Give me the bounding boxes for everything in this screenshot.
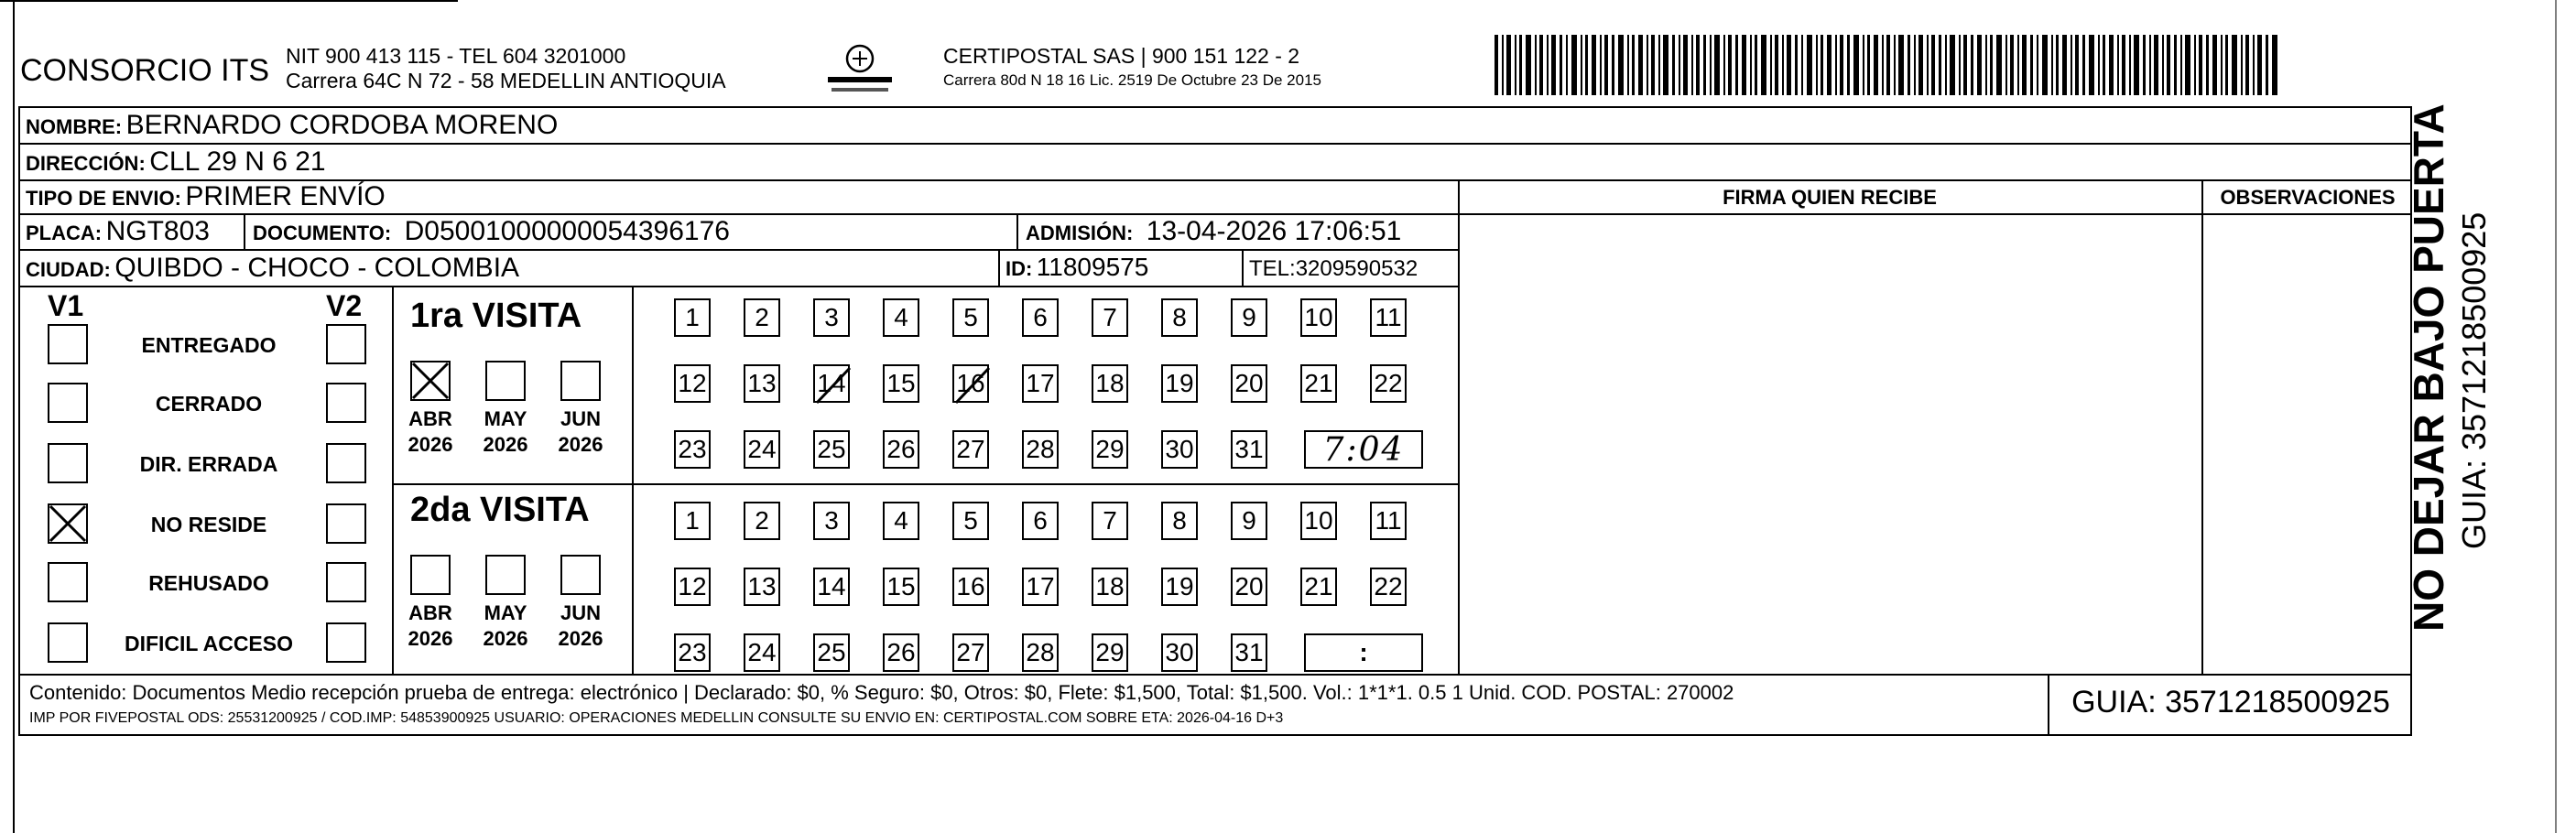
day-number: 26 <box>886 435 916 463</box>
day-number: 31 <box>1234 638 1264 666</box>
no-under-door-warning: NO DEJAR BAJO PUERTA <box>2405 103 2452 632</box>
month-year: 2026 <box>408 627 453 650</box>
day-number: 23 <box>678 435 707 463</box>
day-number: 7 <box>1103 303 1117 331</box>
day-number: 24 <box>747 638 777 666</box>
day-number: 21 <box>1304 369 1333 397</box>
carrier-license: Carrera 80d N 18 16 Lic. 2519 De Octubre 23 De 2015 <box>943 71 1321 89</box>
day-box[interactable] <box>1231 502 1267 540</box>
day-box[interactable] <box>1161 502 1198 540</box>
day-number: 4 <box>894 303 908 331</box>
time-value: 7:04 <box>1322 430 1405 469</box>
day-box[interactable] <box>1161 568 1198 606</box>
month-label <box>542 406 619 458</box>
document-field: DOCUMENTO: D05001000000054396176 <box>253 216 730 246</box>
day-box[interactable] <box>883 430 919 469</box>
month-label <box>392 406 469 458</box>
day-box[interactable] <box>952 568 989 606</box>
day-box[interactable] <box>813 633 850 672</box>
tel-field: TEL:3209590532 <box>1249 256 1418 281</box>
status-label: ENTREGADO <box>141 333 277 357</box>
day-number: 21 <box>1304 572 1333 600</box>
status-label: REHUSADO <box>148 571 269 595</box>
day-number: 10 <box>1304 303 1333 331</box>
day-box[interactable] <box>1161 298 1198 337</box>
day-box[interactable] <box>883 568 919 606</box>
day-number: 30 <box>1165 638 1194 666</box>
day-box[interactable] <box>952 633 989 672</box>
day-box[interactable] <box>813 298 850 337</box>
cross-mark-icon <box>954 366 987 401</box>
day-box[interactable] <box>1022 502 1059 540</box>
day-box[interactable] <box>674 568 711 606</box>
day-number: 14 <box>817 572 846 600</box>
day-box[interactable] <box>813 430 850 469</box>
month-year: 2026 <box>483 627 528 650</box>
day-box[interactable] <box>744 298 780 337</box>
day-box[interactable] <box>952 298 989 337</box>
day-number: 2 <box>755 303 769 331</box>
day-box[interactable] <box>1161 430 1198 469</box>
month-checkbox[interactable] <box>410 555 451 595</box>
v2-checkbox[interactable] <box>326 503 366 544</box>
v2-checkbox[interactable] <box>326 562 366 602</box>
v2-checkbox[interactable] <box>326 324 366 364</box>
company-name: CONSORCIO ITS <box>20 53 270 88</box>
scan-left-edge <box>13 0 15 833</box>
month-checkbox[interactable] <box>485 361 526 401</box>
day-number: 12 <box>678 369 707 397</box>
day-number: 27 <box>956 638 985 666</box>
day-number: 8 <box>1172 303 1187 331</box>
day-number: 22 <box>1374 369 1403 397</box>
day-box[interactable] <box>1022 430 1059 469</box>
shipment-type: PRIMER ENVÍO <box>185 181 386 211</box>
time-box[interactable] <box>1304 430 1423 469</box>
month-name: ABR <box>408 601 452 624</box>
day-number: 11 <box>1375 303 1402 331</box>
day-number: 3 <box>824 303 839 331</box>
day-number: 6 <box>1033 303 1048 331</box>
recipient-address: CLL 29 N 6 21 <box>149 146 326 177</box>
id-field: ID: 11809575 <box>1005 253 1149 281</box>
day-number: 13 <box>747 572 777 600</box>
day-box[interactable] <box>674 364 711 403</box>
plate-value: NGT803 <box>105 216 210 246</box>
company-address: Carrera 64C N 72 - 58 MEDELLIN ANTIOQUIA <box>286 69 726 92</box>
month-year: 2026 <box>483 433 528 456</box>
status-label: DIFICIL ACCESO <box>124 632 293 655</box>
day-number: 22 <box>1374 572 1403 600</box>
day-box[interactable] <box>1370 568 1407 606</box>
month-checkbox[interactable] <box>560 555 601 595</box>
v1-checkbox[interactable] <box>48 383 88 423</box>
day-box[interactable] <box>1370 298 1407 337</box>
certipostal-logo <box>822 42 897 99</box>
day-number: 23 <box>678 638 707 666</box>
day-box[interactable] <box>1092 568 1128 606</box>
day-number: 17 <box>1026 369 1055 397</box>
month-checkbox[interactable] <box>560 361 601 401</box>
day-box[interactable] <box>883 633 919 672</box>
city-value: QUIBDO - CHOCO - COLOMBIA <box>114 253 520 283</box>
day-number: 28 <box>1026 435 1055 463</box>
month-name: MAY <box>484 601 527 624</box>
day-box[interactable] <box>1300 298 1337 337</box>
day-number: 16 <box>956 369 985 397</box>
observations-header: OBSERVACIONES <box>2220 186 2396 209</box>
day-box[interactable] <box>744 633 780 672</box>
day-box[interactable] <box>1231 364 1267 403</box>
guide-number-box: GUIA: 3571218500925 <box>2071 685 2390 719</box>
month-year: 2026 <box>558 433 603 456</box>
day-box[interactable] <box>813 568 850 606</box>
day-box[interactable] <box>674 430 711 469</box>
day-number: 8 <box>1172 506 1187 535</box>
print-details: IMP POR FIVEPOSTAL ODS: 25531200925 / COD.IMP: 54853900925 USUARIO: OPERACIONES MEDELLIN CONSULTE SU ENVIO EN: CERTIPOSTAL.COM SOBRE ETA: 2026-04-16 D+3 <box>29 710 1284 726</box>
day-number: 18 <box>1095 572 1125 600</box>
v1-label: V1 <box>48 289 84 322</box>
day-box[interactable] <box>1231 633 1267 672</box>
recipient-name: BERNARDO CORDOBA MORENO <box>125 110 559 140</box>
day-number: 10 <box>1304 506 1333 535</box>
day-box[interactable] <box>1300 568 1337 606</box>
day-box[interactable] <box>1300 502 1337 540</box>
day-number: 15 <box>886 572 916 600</box>
month-name: MAY <box>484 407 527 430</box>
day-box[interactable] <box>744 502 780 540</box>
day-number: 25 <box>817 638 846 666</box>
day-box[interactable] <box>674 502 711 540</box>
v2-checkbox[interactable] <box>326 383 366 423</box>
day-box[interactable] <box>674 633 711 672</box>
day-number: 29 <box>1095 435 1125 463</box>
content-details: Contenido: Documentos Medio recepción prueba de entrega: electrónico | Declarado: $0, % Seguro: $0, Otros: $0, Flete: $1,500, Total: $1,500. Vol.: 1*1*1. 0.5 1 Unid. COD. POSTAL: 270002 <box>29 681 1734 704</box>
day-number: 14 <box>817 369 846 397</box>
v1-checkbox[interactable] <box>48 503 88 544</box>
day-box[interactable] <box>1370 364 1407 403</box>
day-number: 15 <box>886 369 916 397</box>
type-row: TIPO DE ENVIO: PRIMER ENVÍO <box>26 181 386 211</box>
day-box[interactable] <box>1231 298 1267 337</box>
day-number: 3 <box>824 506 839 535</box>
day-box[interactable] <box>883 502 919 540</box>
status-label: NO RESIDE <box>150 513 267 536</box>
day-box[interactable] <box>1092 430 1128 469</box>
day-number: 4 <box>894 506 908 535</box>
day-number: 26 <box>886 638 916 666</box>
month-year: 2026 <box>408 433 453 456</box>
day-number: 24 <box>747 435 777 463</box>
month-label <box>392 600 469 652</box>
side-guide-number: GUIA: 3571218500925 <box>2455 211 2493 549</box>
day-number: 25 <box>817 435 846 463</box>
day-number: 31 <box>1234 435 1264 463</box>
address-row: DIRECCIÓN: CLL 29 N 6 21 <box>26 146 326 177</box>
scan-edge <box>0 0 458 2</box>
v1-checkbox[interactable] <box>48 562 88 602</box>
day-number: 20 <box>1234 369 1264 397</box>
day-box[interactable] <box>1370 502 1407 540</box>
cross-mark-icon <box>815 366 848 401</box>
plate-field: PLACA: NGT803 <box>26 216 210 246</box>
v1-checkbox[interactable] <box>48 443 88 483</box>
time-value: : <box>1359 638 1368 666</box>
day-number: 13 <box>747 369 777 397</box>
day-number: 20 <box>1234 572 1264 600</box>
visit2-title: 2da VISITA <box>410 491 590 529</box>
day-number: 1 <box>685 303 700 331</box>
month-year: 2026 <box>558 627 603 650</box>
name-row: NOMBRE: BERNARDO CORDOBA MORENO <box>26 110 559 140</box>
day-number: 9 <box>1242 303 1256 331</box>
signature-header: FIRMA QUIEN RECIBE <box>1723 186 1937 209</box>
v1-checkbox[interactable] <box>48 324 88 364</box>
day-box[interactable] <box>952 430 989 469</box>
time-box[interactable] <box>1304 633 1423 672</box>
day-box[interactable] <box>744 430 780 469</box>
document-value: D05001000000054396176 <box>404 216 730 246</box>
day-number: 19 <box>1165 369 1194 397</box>
day-number: 5 <box>963 506 978 535</box>
day-number: 6 <box>1033 506 1048 535</box>
id-value: 11809575 <box>1036 253 1149 281</box>
carrier-name: CERTIPOSTAL SAS | 900 151 122 - 2 <box>943 44 1300 68</box>
day-box[interactable] <box>952 502 989 540</box>
company-nit: NIT 900 413 115 - TEL 604 3201000 <box>286 44 626 68</box>
month-checkbox[interactable] <box>485 555 526 595</box>
status-label: CERRADO <box>155 392 263 416</box>
day-box[interactable] <box>1092 298 1128 337</box>
admission-field: ADMISIÓN: 13-04-2026 17:06:51 <box>1026 216 1402 246</box>
day-box[interactable] <box>674 298 711 337</box>
day-box[interactable] <box>1161 364 1198 403</box>
day-number: 1 <box>685 506 700 535</box>
day-number: 16 <box>956 572 985 600</box>
day-box[interactable] <box>1092 502 1128 540</box>
v2-checkbox[interactable] <box>326 622 366 663</box>
day-number: 18 <box>1095 369 1125 397</box>
signature-area[interactable] <box>1460 216 2201 674</box>
month-label <box>467 600 544 652</box>
day-box[interactable] <box>1231 568 1267 606</box>
day-number: 17 <box>1026 572 1055 600</box>
day-number: 7 <box>1103 506 1117 535</box>
day-box[interactable] <box>952 364 989 403</box>
month-name: JUN <box>560 407 601 430</box>
city-row: CIUDAD: QUIBDO - CHOCO - COLOMBIA <box>26 253 520 283</box>
day-box[interactable] <box>1022 633 1059 672</box>
v2-checkbox[interactable] <box>326 443 366 483</box>
day-number: 12 <box>678 572 707 600</box>
day-box[interactable] <box>1092 633 1128 672</box>
day-box[interactable] <box>744 568 780 606</box>
day-box[interactable] <box>813 364 850 403</box>
tel-value: 3209590532 <box>1295 256 1418 281</box>
day-box[interactable] <box>1022 568 1059 606</box>
day-box[interactable] <box>1092 364 1128 403</box>
day-number: 28 <box>1026 638 1055 666</box>
day-box[interactable] <box>744 364 780 403</box>
month-label <box>542 600 619 652</box>
month-checkbox[interactable] <box>410 361 451 401</box>
v2-label: V2 <box>326 289 363 322</box>
admission-value: 13-04-2026 17:06:51 <box>1146 216 1402 246</box>
day-number: 27 <box>956 435 985 463</box>
day-box[interactable] <box>1231 430 1267 469</box>
day-number: 19 <box>1165 572 1194 600</box>
day-number: 11 <box>1375 506 1402 535</box>
barcode <box>1495 35 2282 95</box>
day-box[interactable] <box>883 364 919 403</box>
day-box[interactable] <box>1300 364 1337 403</box>
month-label <box>467 406 544 458</box>
day-number: 2 <box>755 506 769 535</box>
day-box[interactable] <box>883 298 919 337</box>
day-number: 9 <box>1242 506 1256 535</box>
day-box[interactable] <box>1022 364 1059 403</box>
day-number: 29 <box>1095 638 1125 666</box>
v1-checkbox[interactable] <box>48 622 88 663</box>
month-name: ABR <box>408 407 452 430</box>
day-box[interactable] <box>813 502 850 540</box>
status-label: DIR. ERRADA <box>139 452 278 476</box>
visit1-title: 1ra VISITA <box>410 297 582 335</box>
month-name: JUN <box>560 601 601 624</box>
observations-area[interactable] <box>2203 216 2412 674</box>
day-box[interactable] <box>1161 633 1198 672</box>
day-number: 5 <box>963 303 978 331</box>
day-number: 30 <box>1165 435 1194 463</box>
day-box[interactable] <box>1022 298 1059 337</box>
